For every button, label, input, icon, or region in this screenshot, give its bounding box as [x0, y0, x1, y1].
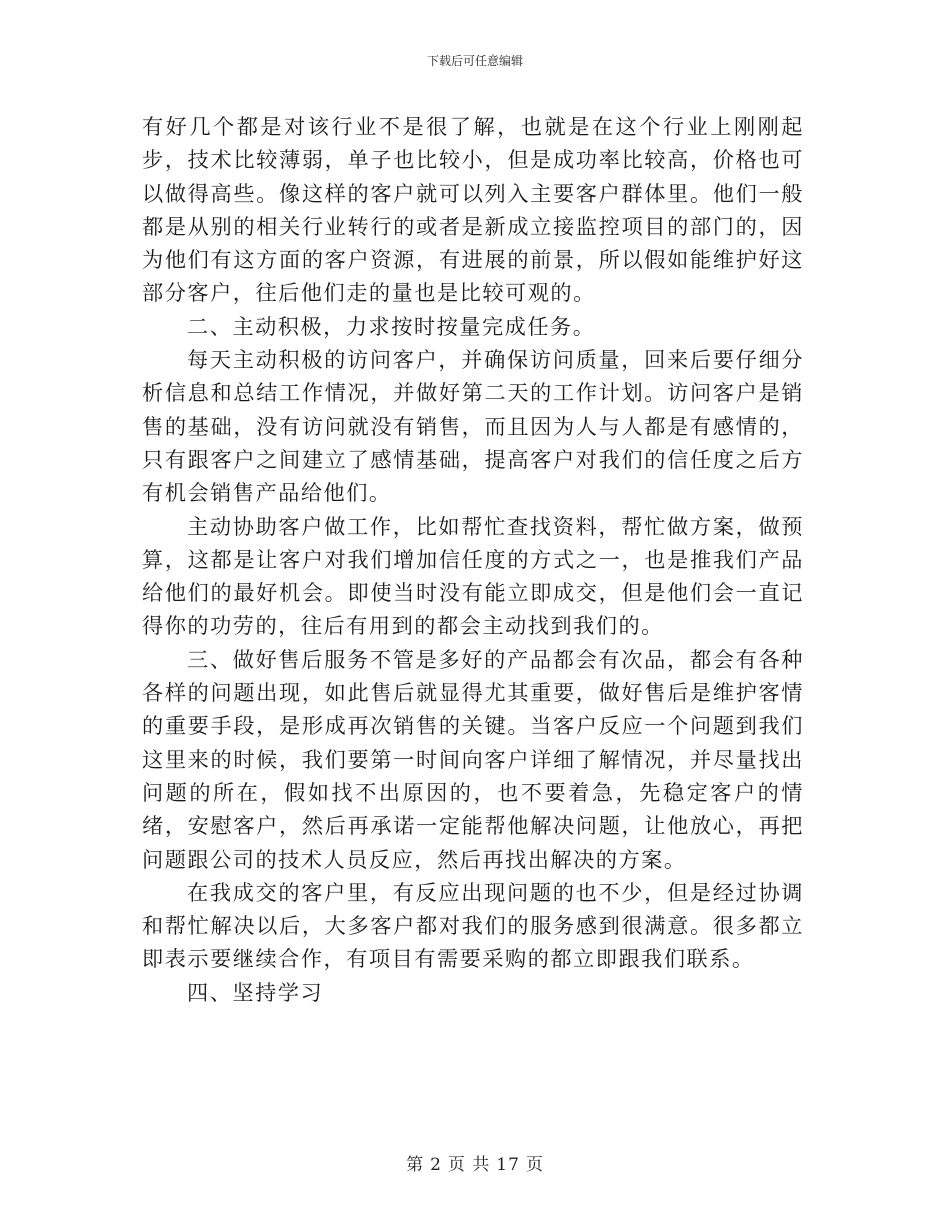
paragraph-daily-visits: 每天主动积极的访问客户，并确保访问质量，回来后要仔细分析信息和总结工作情况，并做好第二天的工作计划。访问客户是销售的基础，没有访问就没有销售，而且因为人与人都是有感情的，只有跟客户之间建立了感情基础，提高客户对我们的信任度之后方有机会销售产品给他们。 — [142, 347, 804, 506]
page-footer — [0, 1154, 950, 1176]
paragraph-continuation: 有好几个都是对该行业不是很了解，也就是在这个行业上刚刚起步，技术比较薄弱，单子也比较小，但是成功率比较高，价格也可以做得高些。像这样的客户就可以列入主要客户群体里。他们一般都是从别的相关行业转行的或者是新成立接监控项目的部门的，因为他们有这方面的客户资源，有进展的前景，所以假如能维护好这部分客户，往后他们走的量也是比较可观的。 — [142, 114, 804, 306]
page-number-prefix: 第 — [406, 1155, 425, 1175]
page-number-suffix: 页 — [525, 1155, 544, 1175]
paragraph-after-sales: 三、做好售后服务不管是多好的产品都会有次品，都会有各种各样的问题出现，如此售后就显得尤其重要，做好售后是维护客情的重要手段，是形成再次销售的关键。当客户反应一个问题到我们这里来的时候，我们要第一时间向客户详细了解情况，并尽量找出问题的所在，假如找不出原因的，也不要着急，先稳定客户的情绪，安慰客户，然后再承诺一定能帮他解决问题，让他放心，再把问题跟公司的技术人员反应，然后再找出解决的方案。 — [142, 646, 804, 872]
paragraph-client-feedback: 在我成交的客户里，有反应出现问题的也不少，但是经过协调和帮忙解决以后，大多客户都对我们的服务感到很满意。很多都立即表示要继续合作，有项目有需要采购的都立即跟我们联系。 — [142, 879, 804, 972]
document-body — [142, 110, 804, 1009]
page-number-middle: 页 共 — [447, 1155, 491, 1175]
section-heading-4: 四、坚持学习 — [187, 979, 324, 1005]
section-heading-2: 二、主动积极，力求按时按量完成任务。 — [187, 313, 596, 339]
page-number-total: 17 — [496, 1155, 520, 1175]
page-number-current: 2 — [430, 1155, 442, 1175]
paragraph-assist-clients: 主动协助客户做工作，比如帮忙查找资料，帮忙做方案，做预算，这都是让客户对我们增加信任度的方式之一，也是推我们产品给他们的最好机会。即使当时没有能立即成交，但是他们会一直记得你的功劳的，往后有用到的都会主动找到我们的。 — [142, 513, 804, 639]
page-header: 下载后可任意编辑 — [426, 54, 523, 68]
